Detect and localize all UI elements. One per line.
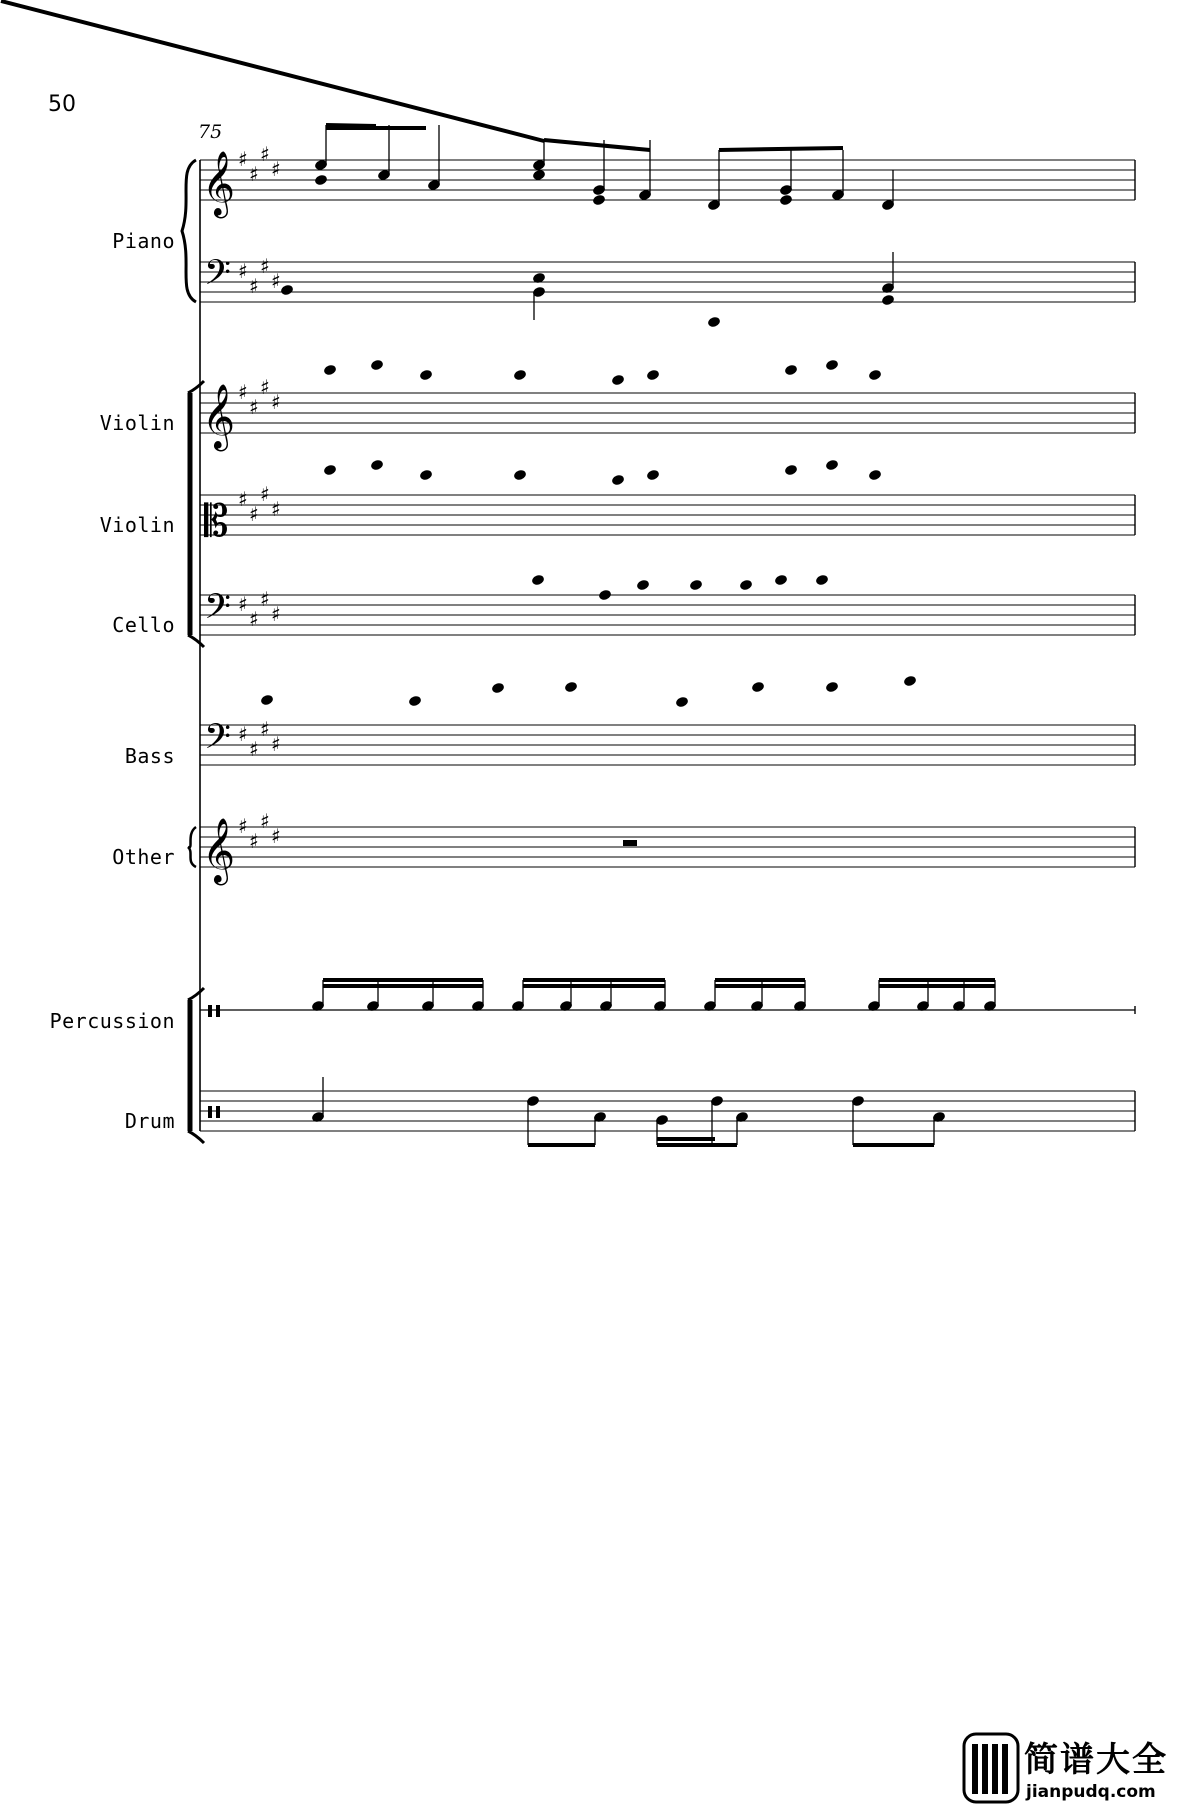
instrument-label-cello: Cello <box>112 613 175 637</box>
note-head <box>419 469 433 482</box>
note-head <box>825 459 839 472</box>
treble-clef-icon: 𝄞 <box>202 818 236 883</box>
logo-title: 简谱大全 <box>1024 1740 1168 1780</box>
sharp-icon: ♯ <box>271 157 281 181</box>
sharp-icon: ♯ <box>271 732 281 756</box>
clefs-and-key-signatures <box>202 142 281 1118</box>
sharp-icon: ♯ <box>249 395 259 419</box>
note-head <box>825 359 839 372</box>
bass-clef-icon: 𝄢 <box>204 716 232 765</box>
sharp-icon: ♯ <box>249 829 259 853</box>
beam <box>1 1 544 141</box>
sharp-icon: ♯ <box>238 147 248 171</box>
staff-piano-lower <box>200 262 1135 302</box>
sharp-icon: ♯ <box>260 254 270 278</box>
note-head <box>739 579 753 592</box>
note-head <box>323 364 337 377</box>
whole-rest-icon <box>623 840 637 846</box>
note-head <box>774 574 788 587</box>
note-head <box>825 681 839 694</box>
instrument-label-percussion: Percussion <box>49 1009 175 1033</box>
note-head <box>513 369 527 382</box>
instrument-label-bass: Bass <box>124 744 175 768</box>
percussion-clef-icon <box>216 1106 220 1118</box>
note-head <box>611 474 625 487</box>
sharp-icon: ♯ <box>260 375 270 399</box>
treble-clef-icon: 𝄞 <box>202 151 236 216</box>
strings-bracket-bottom <box>188 635 204 647</box>
sharp-icon: ♯ <box>249 274 259 298</box>
note-head <box>513 469 527 482</box>
note-head <box>751 681 765 694</box>
note-head <box>370 359 384 372</box>
logo-url: jianpudq.com <box>1026 1782 1156 1802</box>
other-brace <box>188 827 196 867</box>
staff-piano-upper <box>200 160 1135 200</box>
note-head <box>314 174 328 187</box>
site-logo <box>962 1730 1190 1806</box>
sharp-icon: ♯ <box>271 497 281 521</box>
sharp-icon: ♯ <box>260 587 270 611</box>
sharp-icon: ♯ <box>238 380 248 404</box>
note-head <box>779 194 793 207</box>
note-head <box>611 374 625 387</box>
note-head <box>784 464 798 477</box>
sharp-icon: ♯ <box>271 602 281 626</box>
sharp-icon: ♯ <box>238 487 248 511</box>
note-head <box>323 464 337 477</box>
staff-bass <box>200 725 1135 765</box>
sharp-icon: ♯ <box>260 142 270 166</box>
instrument-label-violin-2: Violin <box>99 513 175 537</box>
staff-violin <box>200 393 1135 433</box>
note-head <box>815 574 829 587</box>
sharp-icon: ♯ <box>249 162 259 186</box>
sharp-icon: ♯ <box>249 502 259 526</box>
beam <box>719 148 843 150</box>
sharp-icon: ♯ <box>238 259 248 283</box>
note-head <box>408 695 422 708</box>
percussion-bracket-bottom <box>188 1131 204 1143</box>
sharp-icon: ♯ <box>260 482 270 506</box>
sharp-icon: ♯ <box>238 814 248 838</box>
note-head <box>592 194 606 207</box>
note-head <box>531 574 545 587</box>
staff-cello <box>200 595 1135 635</box>
staff-violin-2 <box>200 495 1135 535</box>
instrument-label-other: Other <box>112 845 175 869</box>
note-head <box>868 469 882 482</box>
note-head <box>881 294 895 307</box>
piano-brace <box>182 160 196 302</box>
note-head <box>564 681 578 694</box>
sharp-icon: ♯ <box>249 737 259 761</box>
bass-clef-icon: 𝄢 <box>204 252 232 301</box>
note-head <box>491 682 505 695</box>
beam <box>544 140 650 150</box>
note-head <box>532 169 546 182</box>
note-head <box>903 675 917 688</box>
instrument-label-drum: Drum <box>124 1109 175 1133</box>
staff-drum <box>200 1091 1135 1131</box>
note-head <box>646 469 660 482</box>
sharp-icon: ♯ <box>271 269 281 293</box>
beam <box>326 125 376 126</box>
measure-number: 75 <box>198 121 223 143</box>
note-head <box>598 589 612 602</box>
treble-clef-icon: 𝄞 <box>202 384 236 449</box>
percussion-bracket-top <box>188 988 204 1000</box>
sharp-icon: ♯ <box>260 717 270 741</box>
sharp-icon: ♯ <box>238 722 248 746</box>
note-head <box>784 364 798 377</box>
note-head <box>646 369 660 382</box>
percussion-clef-icon <box>216 1005 220 1017</box>
alto-clef-icon: 𝄡 <box>204 496 229 547</box>
note-head <box>675 696 689 709</box>
sharp-icon: ♯ <box>249 607 259 631</box>
note-head <box>636 579 650 592</box>
piano-keys-icon <box>962 1730 1022 1806</box>
note-head <box>689 579 703 592</box>
sharp-icon: ♯ <box>238 592 248 616</box>
sharp-icon: ♯ <box>260 809 270 833</box>
instrument-label-piano: Piano <box>112 229 175 253</box>
note-head <box>280 284 294 297</box>
staff-other <box>200 827 1135 867</box>
instrument-label-violin: Violin <box>99 411 175 435</box>
sharp-icon: ♯ <box>271 824 281 848</box>
bass-clef-icon: 𝄢 <box>204 586 232 635</box>
note-head <box>370 459 384 472</box>
note-heads <box>1 1 997 1145</box>
note-head <box>868 369 882 382</box>
note-head <box>260 694 274 707</box>
percussion-clef-icon <box>208 1005 212 1017</box>
note-head <box>419 369 433 382</box>
percussion-clef-icon <box>208 1106 212 1118</box>
sharp-icon: ♯ <box>271 390 281 414</box>
page-number: 50 <box>48 92 76 117</box>
note-head <box>707 316 721 329</box>
